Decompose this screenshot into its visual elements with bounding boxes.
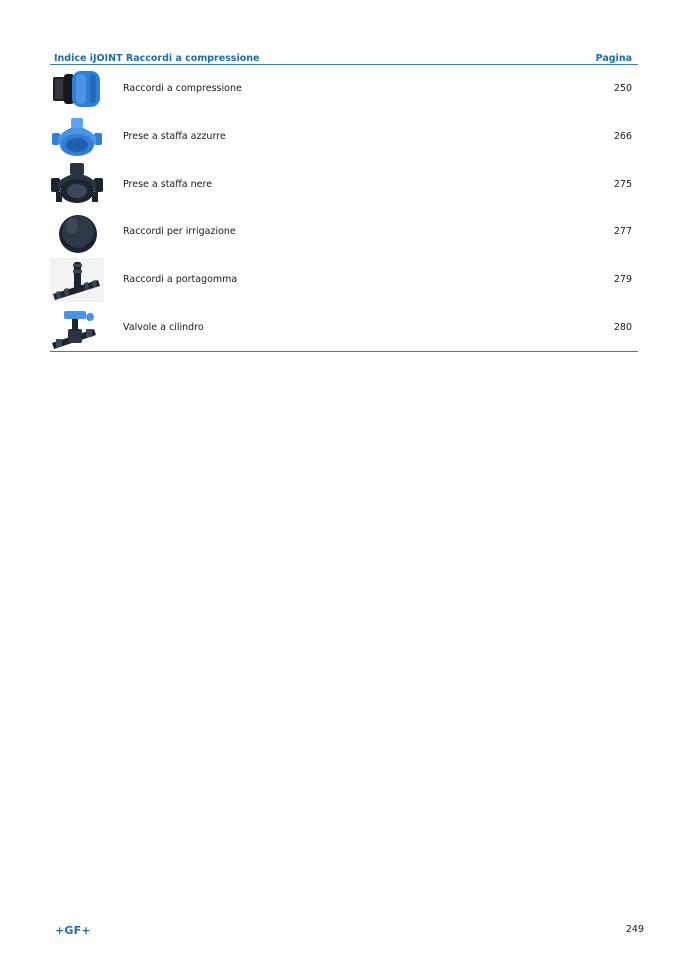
index-item-page: 266	[613, 131, 632, 143]
index-row[interactable]	[50, 65, 638, 113]
index-row[interactable]	[50, 113, 638, 161]
index-row[interactable]	[50, 160, 638, 208]
irrigation-cap-icon	[50, 210, 104, 254]
compression-fitting-icon	[50, 67, 104, 111]
index-item-page: 277	[613, 226, 632, 238]
index-item-page: 250	[613, 83, 632, 95]
index-header	[50, 47, 638, 65]
index-row[interactable]	[50, 303, 638, 351]
index-rows	[50, 65, 638, 352]
index-item-page: 280	[613, 321, 632, 333]
black-saddle-clamp-icon	[50, 162, 104, 206]
gf-logo: +GF+	[55, 924, 91, 937]
blue-saddle-clamp-icon	[50, 115, 104, 159]
index-item-label: Prese a staffa azzurre	[123, 131, 226, 143]
page-column-header: Pagina	[595, 53, 632, 64]
index-item-page: 275	[613, 178, 632, 190]
ball-valve-icon	[50, 305, 104, 349]
index-item-label: Raccordi a compressione	[123, 83, 242, 95]
footer-page-number: 249	[625, 924, 644, 935]
index-item-label: Valvole a cilindro	[123, 321, 204, 333]
index-row[interactable]	[50, 256, 638, 304]
index-item-label: Prese a staffa nere	[123, 178, 213, 190]
index-table	[50, 47, 638, 352]
index-row[interactable]	[50, 208, 638, 256]
index-item-page: 279	[613, 274, 632, 286]
index-title: Indice iJOINT Raccordi a compressione	[54, 53, 260, 64]
hose-tee-icon	[50, 258, 104, 302]
index-item-label: Raccordi a portagomma	[123, 274, 238, 286]
index-item-label: Raccordi per irrigazione	[123, 226, 236, 238]
